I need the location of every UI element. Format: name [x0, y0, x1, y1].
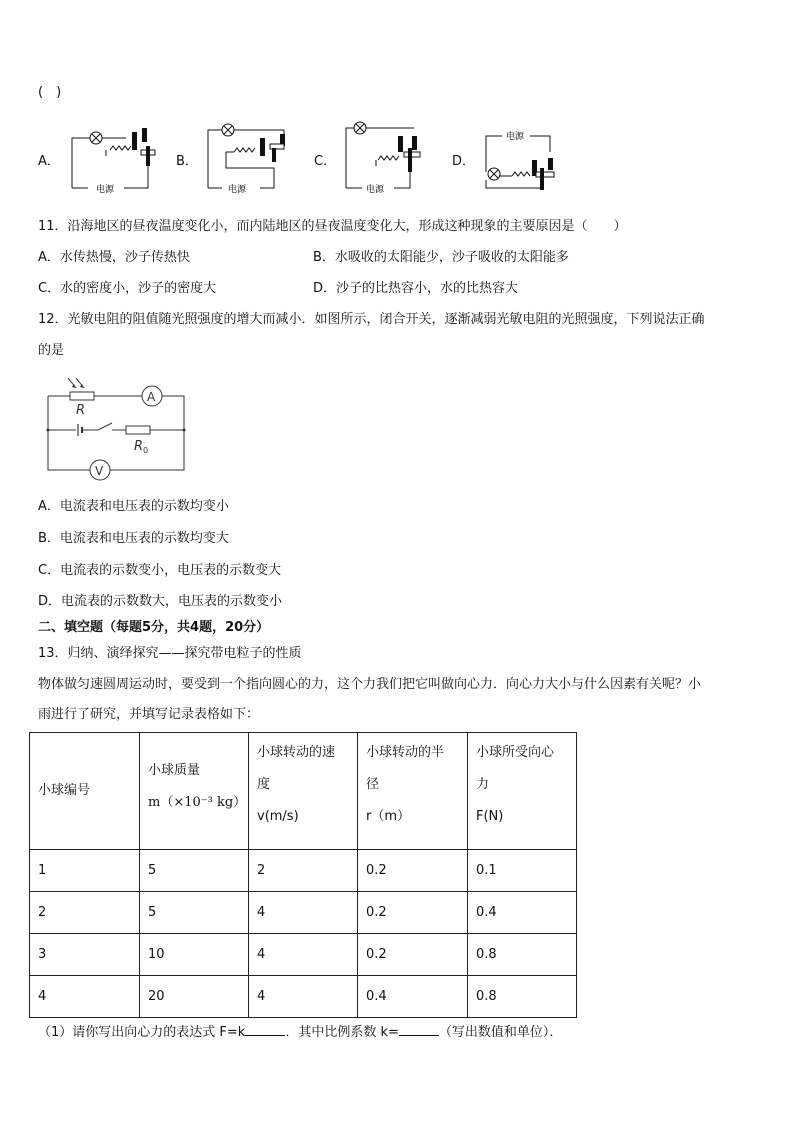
switch — [98, 423, 112, 430]
resistor-r0-label: $R_0$ — [134, 439, 149, 455]
table-cell: 0.4 — [468, 892, 577, 934]
table-cell: 20 — [140, 976, 249, 1018]
q12-option-c: C．电流表的示数变小，电压表的示数变大 — [38, 563, 282, 578]
resistor-r0-subscript: 0 — [143, 446, 149, 455]
circuit-figure-a — [66, 118, 176, 196]
table-cell: 2 — [30, 892, 140, 934]
q11-option-c: C．水的密度小，沙子的密度大 — [38, 281, 217, 296]
record-table — [29, 732, 577, 1018]
q12-stem-line1: 12．光敏电阻的阻值随光照强度的增大而减小．如图所示，闭合开关，逐渐减弱光敏电阻的光照强度，下列说法正确 — [38, 312, 705, 327]
table-cell: 0.1 — [468, 850, 577, 892]
table-cell: 0.2 — [358, 934, 468, 976]
q11-option-a: A．水传热慢，沙子传热快 — [38, 250, 190, 265]
table-cell: 5 — [140, 850, 249, 892]
power-label-d: 电源 — [506, 132, 525, 142]
table-cell: 4 — [30, 976, 140, 1018]
q12-circuit-diagram — [40, 372, 190, 478]
table-row — [30, 850, 577, 892]
voltmeter-label: V — [95, 464, 104, 478]
q12-stem-line2: 的是 — [38, 343, 65, 358]
table-cell: 5 — [140, 892, 249, 934]
q13-sub1-part-c: （写出数值和单位）． — [438, 1025, 563, 1040]
q11-stem: 11．沿海地区的昼夜温度变化小，而内陆地区的昼夜温度变化大，形成这种现象的主要原因是（ ） — [38, 219, 627, 234]
table-cell: 0.8 — [468, 934, 577, 976]
option-c-label: C． — [314, 154, 337, 169]
table-cell: 3 — [30, 934, 140, 976]
table-cell: 0.4 — [358, 976, 468, 1018]
power-label-c: 电源 — [366, 185, 385, 195]
table-cell: 0.2 — [358, 892, 468, 934]
answer-blank-expression[interactable] — [245, 1023, 285, 1036]
table-header-row — [30, 733, 577, 850]
table-cell: 0.2 — [358, 850, 468, 892]
header-speed: 小球转动的速 度 v(m/s) — [249, 733, 358, 850]
option-a-label: A． — [38, 154, 60, 169]
option-d-label: D． — [452, 154, 476, 169]
q12-option-b: B．电流表和电压表的示数均变大 — [38, 531, 229, 546]
q13-sub1-part-b: ．其中比例系数 k= — [285, 1025, 399, 1040]
power-label-b: 电源 — [228, 185, 247, 195]
power-label-a: 电源 — [96, 185, 115, 195]
header-mass: 小球质量 m（×10⁻³ kg） — [140, 733, 249, 850]
table-row — [30, 976, 577, 1018]
q13-stem: 13．归纳、演绎探究——探究带电粒子的性质 — [38, 646, 302, 661]
resistor-r-label: R — [76, 403, 86, 418]
circuit-figure-d — [478, 122, 564, 196]
table-cell: 0.8 — [468, 976, 577, 1018]
answer-blank-k[interactable] — [399, 1023, 439, 1036]
table-cell: 2 — [249, 850, 358, 892]
circuit-figure-c — [342, 114, 442, 196]
table-row — [30, 892, 577, 934]
answer-bracket: ( ) — [38, 85, 62, 100]
table-cell: 10 — [140, 934, 249, 976]
q12-option-a: A．电流表和电压表的示数均变小 — [38, 499, 229, 514]
section-heading: 二、填空题（每题5分，共4题，20分） — [38, 620, 270, 635]
table-cell: 4 — [249, 934, 358, 976]
q13-sub1 — [38, 1023, 562, 1042]
header-force: 小球所受向心 力 F(N) — [468, 733, 577, 850]
resistor-r0 — [126, 426, 150, 434]
table-cell: 4 — [249, 892, 358, 934]
q13-paragraph-line1: 物体做匀速圆周运动时，要受到一个指向圆心的力，这个力我们把它叫做向心力．向心力大小与什么因素有关呢？小 — [38, 677, 702, 692]
circuit-figure-b — [204, 118, 304, 196]
header-radius: 小球转动的半 径 r（m） — [358, 733, 468, 850]
table-cell: 4 — [249, 976, 358, 1018]
q13-sub1-part-a: （1）请你写出向心力的表达式 F=k — [38, 1025, 246, 1040]
table-row — [30, 934, 577, 976]
header-ball-number: 小球编号 — [30, 733, 140, 850]
table-cell: 1 — [30, 850, 140, 892]
q13-paragraph-line2: 雨进行了研究，并填写记录表格如下： — [38, 707, 260, 722]
q12-option-d: D．电流表的示数数大，电压表的示数变小 — [38, 594, 283, 609]
ammeter-label: A — [147, 390, 156, 404]
option-b-label: B． — [176, 154, 198, 169]
q11-option-d: D．沙子的比热容小，水的比热容大 — [313, 281, 519, 296]
photoresistor — [70, 392, 94, 400]
q11-option-b: B．水吸收的太阳能少，沙子吸收的太阳能多 — [313, 250, 569, 265]
